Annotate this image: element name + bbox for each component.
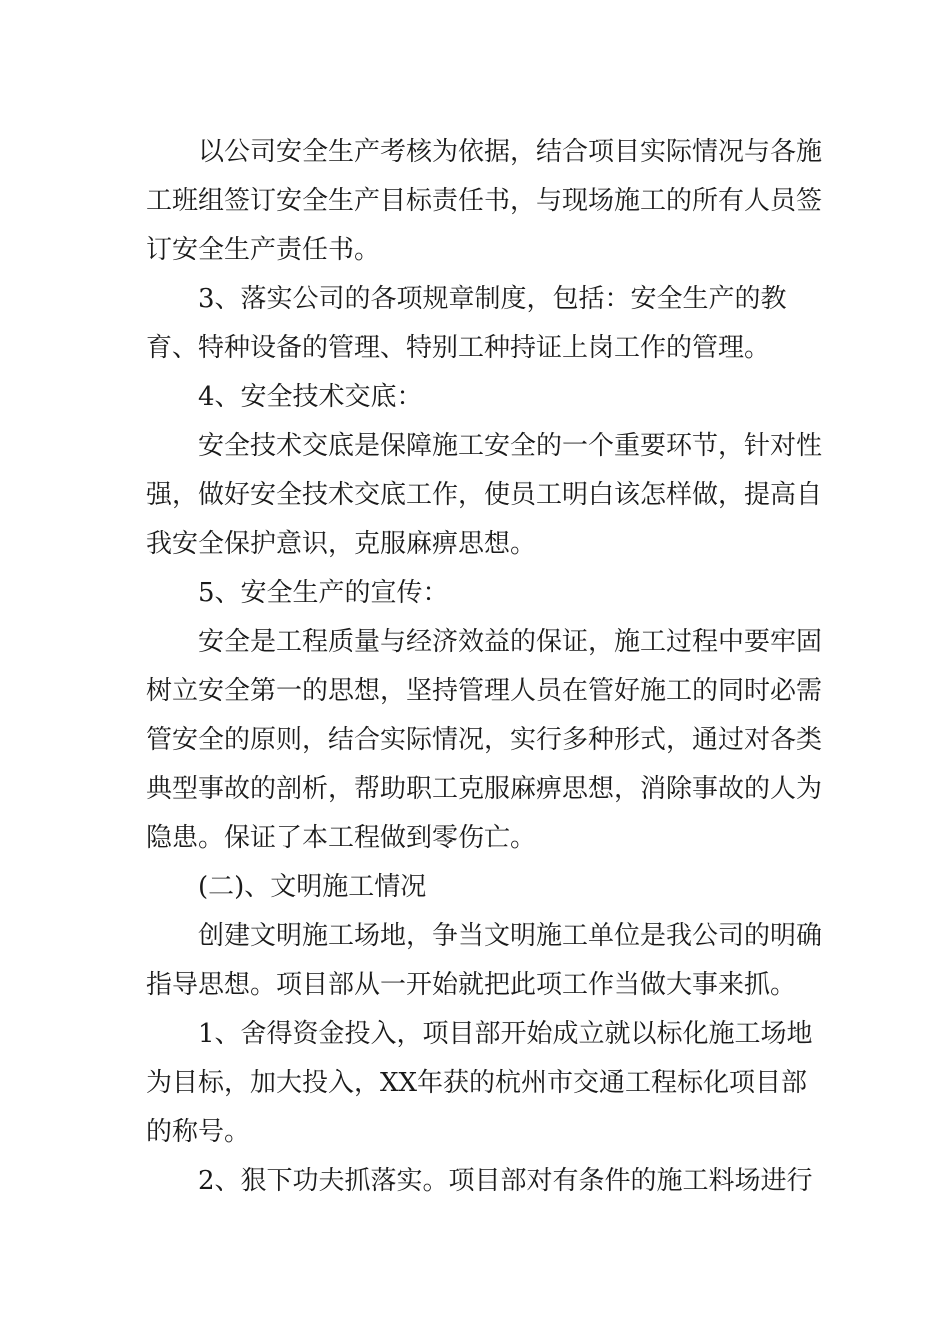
- paragraph-section-2-heading: (二)、文明施工情况: [198, 872, 427, 902]
- paragraph-item-2-implementation: 2、狠下功夫抓落实。项目部对有条件的施工料场进行: [198, 1166, 813, 1196]
- paragraph-item-3-regulations: 3、落实公司的各项规章制度，包括：安全生产的教育、特种设备的管理、特别工种持证上岗工作的管理。: [146, 284, 787, 363]
- paragraph-safety-publicity: 安全是工程质量与经济效益的保证，施工过程中要牢固树立安全第一的思想，坚持管理人员在管好施工的同时必需管安全的原则，结合实际情况，实行多种形式，通过对各类典型事故的剖析，帮助职工克服麻痹思想，消除事故的人为隐患。保证了本工程做到零伤亡。: [146, 627, 823, 853]
- document-body: [146, 128, 826, 1206]
- paragraph-item-4-heading: 4、安全技术交底：: [198, 382, 423, 412]
- paragraph-responsibility-book: 以公司安全生产考核为依据，结合项目实际情况与各施工班组签订安全生产目标责任书，与现场施工的所有人员签订安全生产责任书。: [146, 137, 823, 265]
- paragraph-civilized-construction: 创建文明施工场地，争当文明施工单位是我公司的明确指导思想。项目部从一开始就把此项工作当做大事来抓。: [146, 921, 823, 1000]
- paragraph-item-5-heading: 5、安全生产的宣传：: [198, 578, 449, 608]
- paragraph-item-1-investment: 1、舍得资金投入，项目部开始成立就以标化施工场地为目标，加大投入，XX年获的杭州市交通工程标化项目部的称号。: [146, 1019, 813, 1147]
- paragraph-technical-briefing: 安全技术交底是保障施工安全的一个重要环节，针对性强，做好安全技术交底工作，使员工明白该怎样做，提高自我安全保护意识，克服麻痹思想。: [146, 431, 823, 559]
